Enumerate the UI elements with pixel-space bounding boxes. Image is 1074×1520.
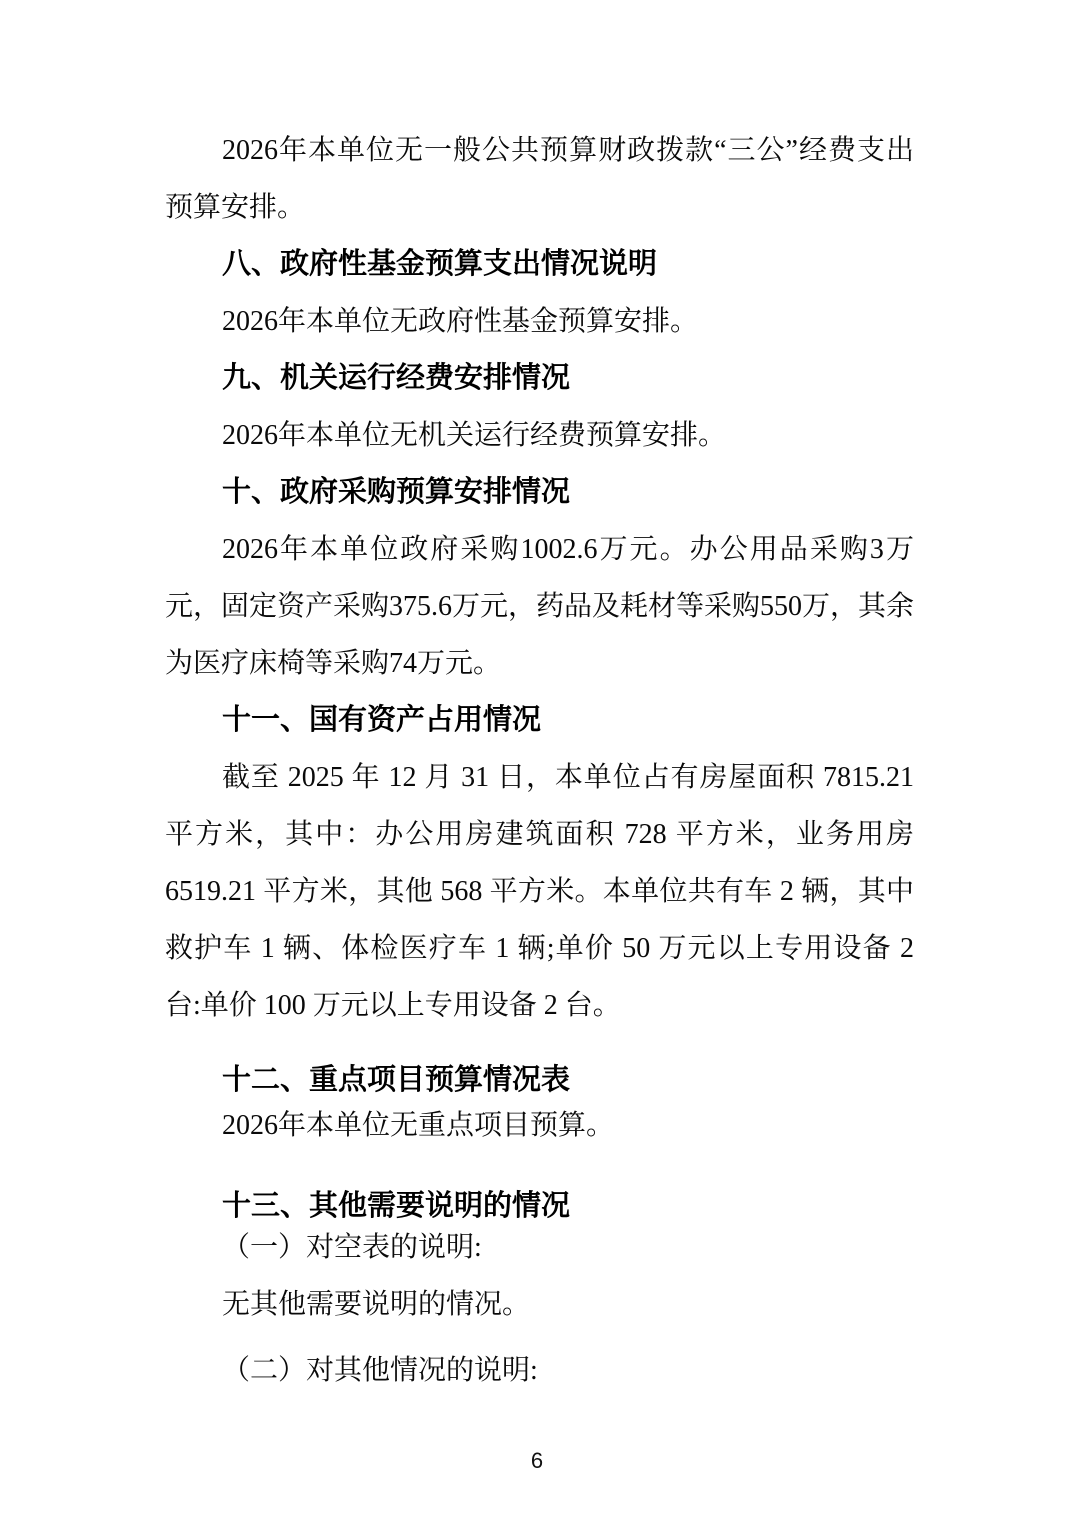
section-heading: 九、机关运行经费安排情况 [222, 362, 571, 394]
body-paragraph: 2026年本单位无政府性基金预算安排。 [222, 306, 699, 337]
section-heading: 十三、其他需要说明的情况 [222, 1190, 571, 1222]
body-paragraph: 2026年本单位无一般公共预算财政拨款“三公”经费支出预算安排。 [165, 135, 914, 223]
section-heading: 八、政府性基金预算支出情况说明 [222, 248, 658, 280]
body-paragraph: 2026年本单位无重点项目预算。 [222, 1110, 615, 1141]
body-paragraph: 2026年本单位无机关运行经费预算安排。 [222, 420, 727, 451]
body-paragraph: 无其他需要说明的情况。 [222, 1289, 531, 1320]
section-heading: 十一、国有资产占用情况 [222, 704, 542, 736]
body-paragraph: 截至 2025 年 12 月 31 日，本单位占有房屋面积 7815.21 平方米，其中：办公用房建筑面积 728 平方米，业务用房 6519.21 平方米，其他 568 平方米。本单位共有车 2 辆，其中救护车 1 辆、体检医疗车 1 辆;单价 50 万元以上专用设备 2 台:单价 100 万元以上专用设备 2 台。 [165, 762, 914, 1021]
body-paragraph: 2026年本单位政府采购1002.6万元。办公用品采购3万元，固定资产采购375.6万元，药品及耗材等采购550万，其余为医疗床椅等采购74万元。 [165, 534, 915, 679]
page-footer [0, 1448, 1074, 1474]
section-heading: 十、政府采购预算安排情况 [222, 476, 571, 508]
body-paragraph: （二）对其他情况的说明: [222, 1355, 538, 1386]
page-number: 6 [530, 1448, 544, 1473]
section-heading: 十二、重点项目预算情况表 [222, 1064, 571, 1096]
body-paragraph: （一）对空表的说明: [222, 1232, 482, 1263]
